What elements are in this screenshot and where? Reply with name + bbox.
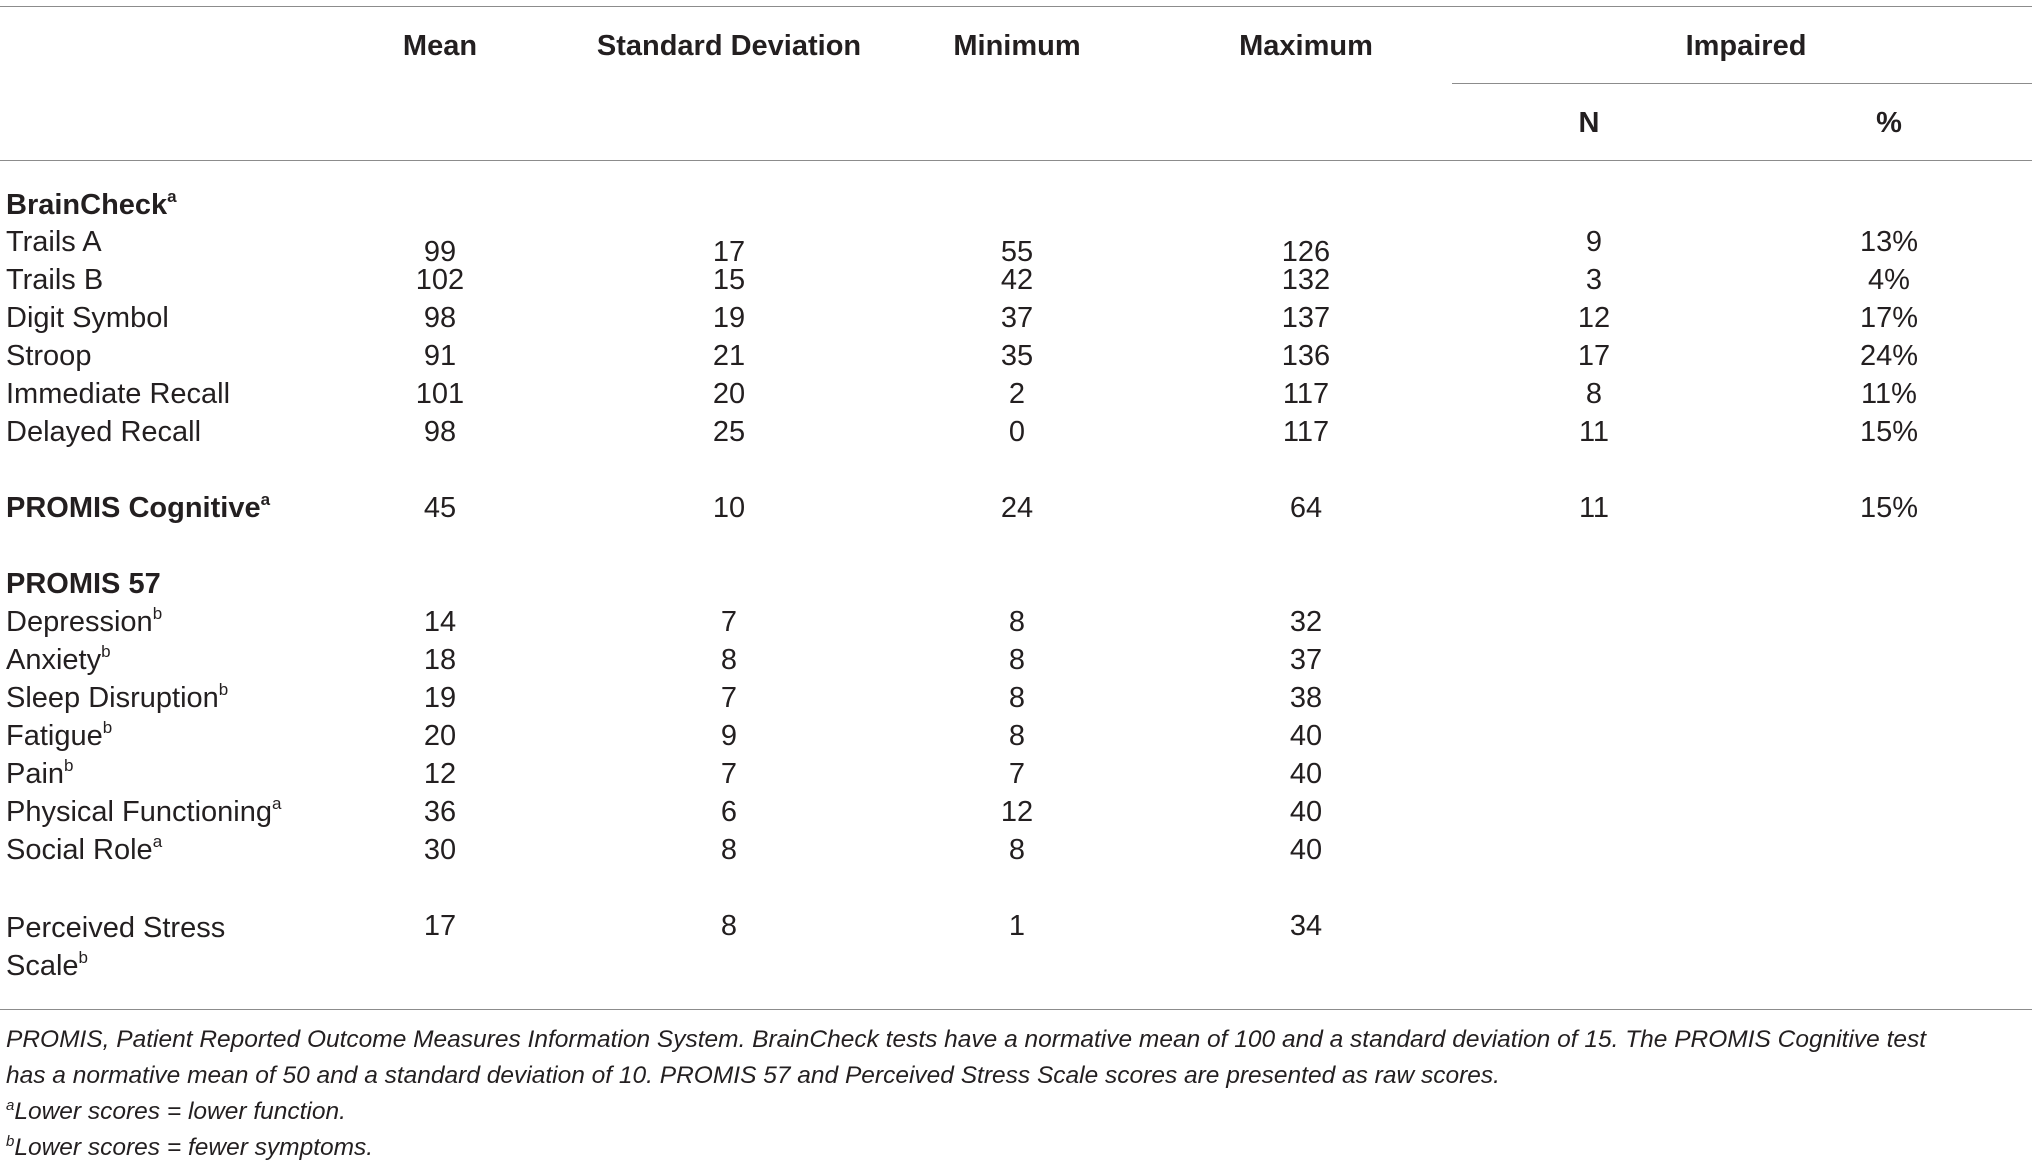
- footnote-main-line-1: PROMIS, Patient Reported Outcome Measures Information System. BrainCheck tests have a normative mean of 100 and a standard deviation of 15. The PROMIS Cognitive test: [6, 1026, 1927, 1053]
- row-label: [6, 263, 103, 297]
- footnote-marker: b: [218, 680, 229, 699]
- row-label: [6, 301, 169, 335]
- header-bottom-rule: [0, 160, 2032, 161]
- impaired-subheader-rule: [1452, 83, 2032, 84]
- cell-mean: 98: [423, 302, 457, 334]
- cell-sd: 25: [712, 416, 746, 448]
- row-label-text: Trails B: [6, 264, 104, 296]
- cell-pct: 15%: [1859, 492, 1919, 524]
- row-label-text: Depression: [6, 606, 153, 638]
- cell-mean: 12: [423, 758, 457, 790]
- cell-min: 8: [1008, 720, 1026, 752]
- cell-sd: 20: [712, 378, 746, 410]
- row-label-text: Pain: [6, 758, 65, 790]
- footnote-marker: b: [64, 756, 74, 775]
- cell-min: 8: [1008, 682, 1026, 714]
- cell-n: 9: [1585, 226, 1603, 258]
- cell-min: 0: [1008, 416, 1026, 448]
- cell-sd: 9: [720, 720, 738, 752]
- table-bottom-rule: [0, 1009, 2032, 1010]
- row-label: [6, 225, 102, 259]
- row-label-text: PROMIS Cognitive: [6, 492, 261, 524]
- cell-max: 126: [1281, 236, 1331, 268]
- cell-mean: 101: [415, 378, 465, 410]
- cell-max: 117: [1282, 416, 1330, 448]
- cell-mean: 20: [423, 720, 457, 752]
- section-label: [6, 188, 177, 222]
- table-top-rule: [0, 6, 2032, 7]
- cell-max: 40: [1289, 834, 1323, 866]
- cell-min: 7: [1008, 758, 1026, 790]
- row-label-text-continued: Scale: [6, 950, 79, 982]
- cell-sd: 7: [720, 758, 738, 790]
- section-label: [6, 567, 161, 601]
- footnote-main-line-2: has a normative mean of 50 and a standard deviation of 10. PROMIS 57 and Perceived Stress Scale scores are presented as raw scores.: [6, 1062, 1500, 1089]
- row-label: [6, 719, 112, 753]
- row-label-text: Digit Symbol: [6, 302, 169, 334]
- row-label-text: BrainCheck: [6, 189, 168, 221]
- row-label: [6, 909, 225, 985]
- header-impaired: Impaired: [1685, 30, 1807, 62]
- cell-mean: 99: [423, 236, 457, 268]
- row-label: [6, 681, 228, 715]
- cell-mean: 91: [423, 340, 457, 372]
- cell-max: 40: [1289, 720, 1323, 752]
- row-label-text: Sleep Disruption: [6, 682, 219, 714]
- cell-min: 2: [1008, 378, 1026, 410]
- cell-min: 8: [1008, 644, 1026, 676]
- cell-sd: 8: [720, 910, 738, 942]
- footnote-a-marker: a: [6, 1097, 15, 1114]
- footnote-b: [6, 1130, 373, 1166]
- cell-sd: 7: [720, 682, 738, 714]
- cell-n: 12: [1577, 302, 1611, 334]
- row-label: [6, 795, 281, 829]
- row-label-text: Immediate Recall: [6, 378, 231, 410]
- cell-min: 12: [1000, 796, 1034, 828]
- footnote-a-text: Lower scores = lower function.: [14, 1098, 346, 1125]
- cell-pct: 17%: [1859, 302, 1919, 334]
- cell-sd: 7: [720, 606, 738, 638]
- cell-pct: 24%: [1859, 340, 1919, 372]
- cell-mean: 14: [423, 606, 457, 638]
- row-label-text: Fatigue: [6, 720, 103, 752]
- cell-n: 11: [1578, 492, 1610, 524]
- cell-min: 8: [1008, 834, 1026, 866]
- cell-max: 32: [1289, 606, 1323, 638]
- cell-n: 3: [1585, 264, 1603, 296]
- cell-sd: 19: [712, 302, 746, 334]
- footnote-a: [6, 1094, 346, 1130]
- row-label-text: Physical Functioning: [6, 796, 272, 828]
- cell-mean: 17: [423, 910, 457, 942]
- cell-mean: 45: [423, 492, 457, 524]
- row-label-text: Perceived Stress: [6, 912, 226, 944]
- cell-sd: 17: [712, 236, 746, 268]
- cell-pct: 4%: [1868, 264, 1910, 296]
- row-label-text: Anxiety: [6, 644, 102, 676]
- cell-mean: 18: [423, 644, 457, 676]
- cell-n: 11: [1578, 416, 1610, 448]
- cell-mean: 102: [415, 264, 465, 296]
- header-standard-deviation: Standard Deviation: [596, 30, 862, 62]
- cell-max: 117: [1282, 378, 1330, 410]
- cell-max: 137: [1281, 302, 1331, 334]
- cell-pct: 15%: [1859, 416, 1919, 448]
- cell-min: 8: [1008, 606, 1026, 638]
- cell-pct: 11%: [1861, 378, 1917, 410]
- row-label-text: Delayed Recall: [6, 416, 202, 448]
- footnote-marker: b: [101, 642, 111, 661]
- footnote-b-text: Lower scores = fewer symptoms.: [14, 1134, 374, 1161]
- header-minimum: Minimum: [953, 30, 1081, 62]
- cell-n: 8: [1585, 378, 1603, 410]
- cell-sd: 15: [712, 264, 746, 296]
- row-label: [6, 757, 74, 791]
- footnote-marker: a: [260, 490, 271, 509]
- header-maximum: Maximum: [1239, 30, 1373, 62]
- header-impaired-percent: %: [1876, 107, 1902, 139]
- row-label-text: Trails A: [6, 226, 102, 258]
- cell-pct: 13%: [1859, 226, 1919, 258]
- cell-sd: 10: [712, 492, 746, 524]
- cell-max: 136: [1281, 340, 1331, 372]
- cell-max: 34: [1289, 910, 1323, 942]
- cell-max: 64: [1289, 492, 1323, 524]
- header-impaired-n: N: [1578, 107, 1600, 139]
- cell-n: 17: [1577, 340, 1611, 372]
- row-label: [6, 415, 201, 449]
- row-label-text: PROMIS 57: [6, 568, 161, 600]
- cell-min: 24: [1000, 492, 1034, 524]
- cell-mean: 98: [423, 416, 457, 448]
- cell-min: 37: [1000, 302, 1034, 334]
- footnote-marker: b: [152, 604, 163, 623]
- footnote-marker: a: [152, 832, 163, 851]
- footnote-b-marker: b: [6, 1133, 15, 1150]
- cell-max: 37: [1289, 644, 1323, 676]
- cell-sd: 8: [720, 644, 738, 676]
- cell-sd: 8: [720, 834, 738, 866]
- footnote-marker: a: [167, 187, 177, 206]
- cell-max: 38: [1289, 682, 1323, 714]
- cell-mean: 36: [423, 796, 457, 828]
- cell-sd: 6: [720, 796, 738, 828]
- cell-min: 1: [1008, 910, 1026, 942]
- row-label: [6, 377, 230, 411]
- cell-max: 40: [1289, 758, 1323, 790]
- row-label-text: Stroop: [6, 340, 92, 372]
- cell-max: 40: [1289, 796, 1323, 828]
- header-mean: Mean: [402, 30, 478, 62]
- cell-min: 35: [1000, 340, 1034, 372]
- footnote-marker: a: [271, 794, 282, 813]
- row-label: [6, 643, 111, 677]
- row-label: [6, 605, 162, 639]
- row-label-text: Social Role: [6, 834, 153, 866]
- section-label: [6, 491, 270, 525]
- row-label: [6, 833, 162, 867]
- cell-mean: 19: [423, 682, 457, 714]
- row-label: [6, 339, 91, 373]
- cell-min: 42: [1000, 264, 1034, 296]
- cell-max: 132: [1281, 264, 1331, 296]
- footnote-marker: b: [102, 718, 113, 737]
- footnote-marker: b: [78, 948, 89, 967]
- cell-mean: 30: [423, 834, 457, 866]
- cell-sd: 21: [712, 340, 746, 372]
- cell-min: 55: [1000, 236, 1034, 268]
